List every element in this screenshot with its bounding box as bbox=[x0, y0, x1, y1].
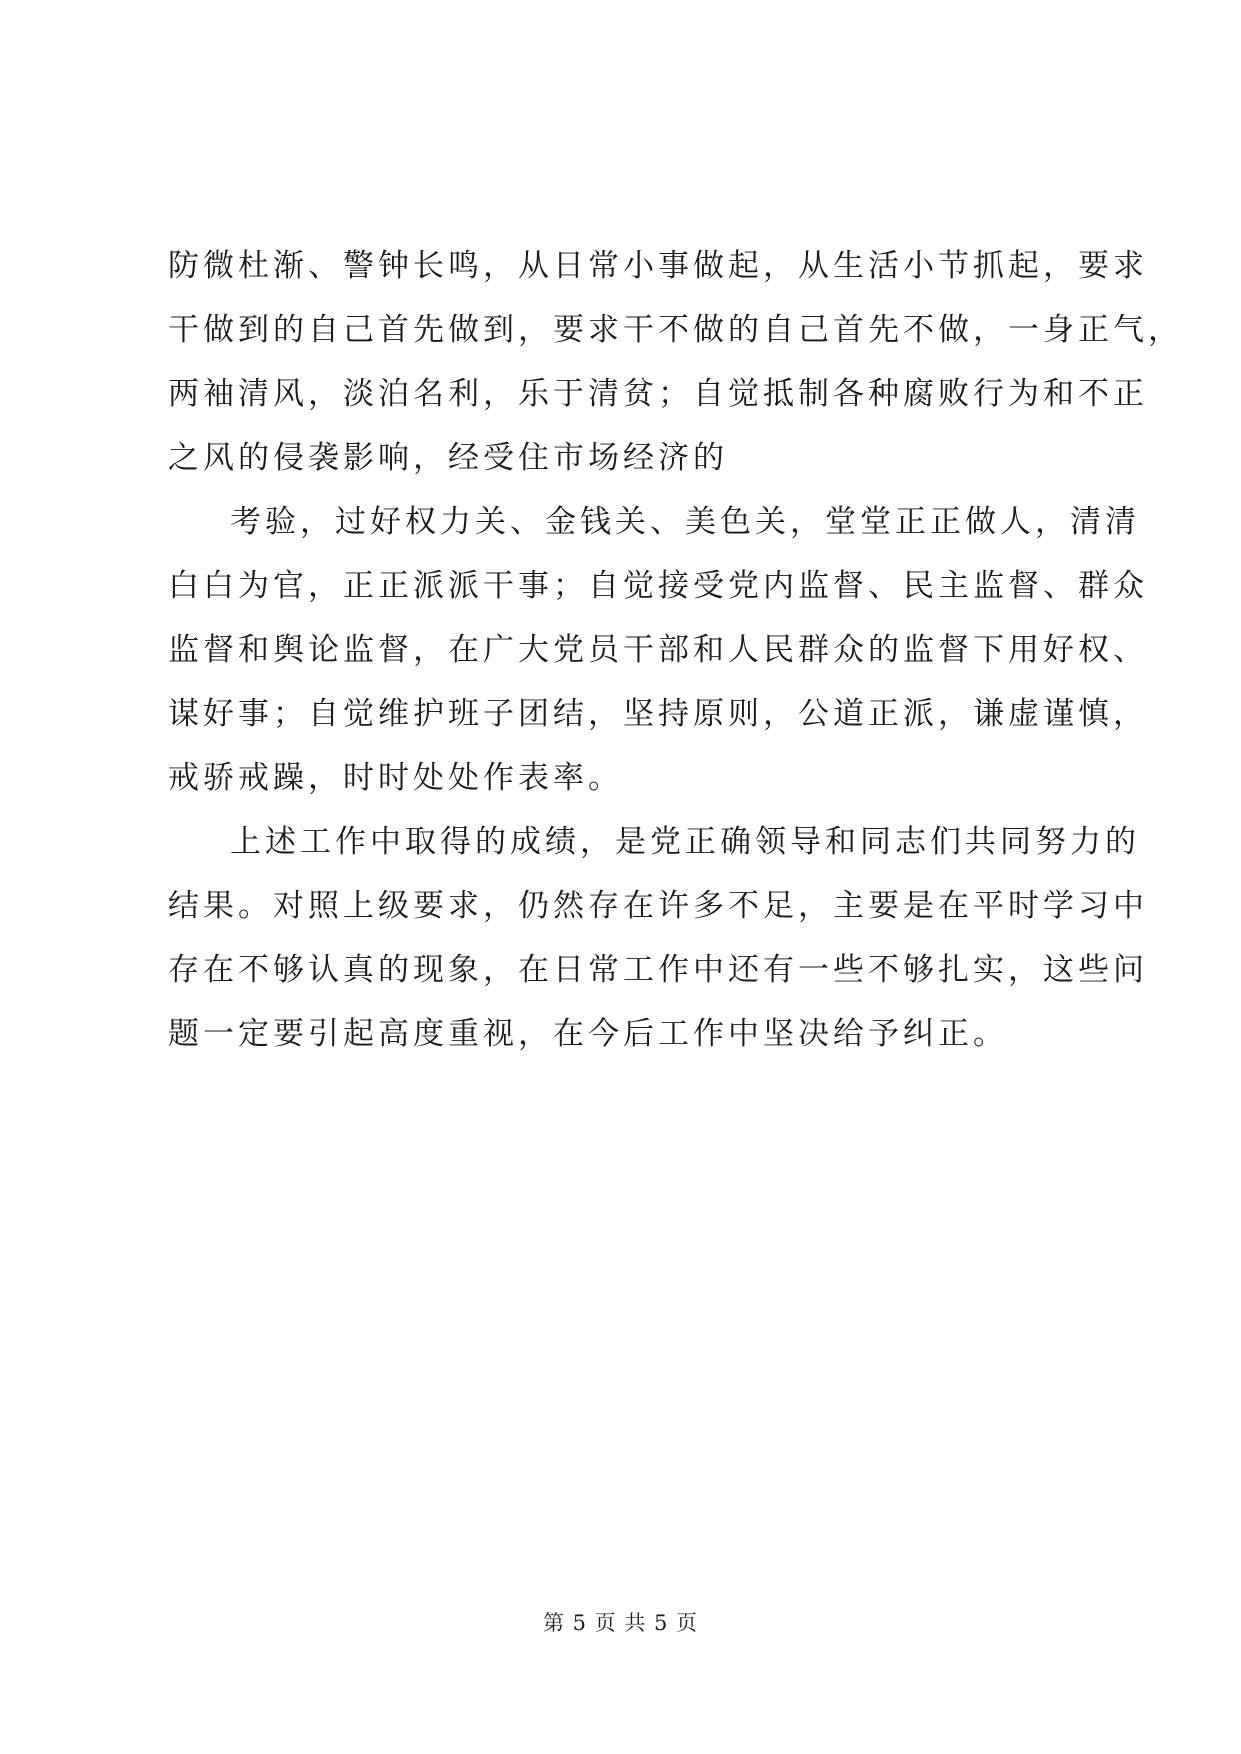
paragraph-1-line-2: 干做到的自己首先做到，要求干不做的自己首先不做，一身正气， bbox=[168, 312, 1183, 348]
paragraph-1-line-3: 两袖清风，淡泊名利，乐于清贫；自觉抵制各种腐败行为和不正 bbox=[168, 376, 1148, 412]
paragraph-3-line-1: 上述工作中取得的成绩，是党正确领导和同志们共同努力的 bbox=[230, 824, 1140, 860]
page-number-footer: 第 5 页 共 5 页 bbox=[542, 1611, 699, 1635]
paragraph-2-line-4: 谋好事；自觉维护班子团结，坚持原则，公道正派，谦虚谨慎， bbox=[168, 696, 1148, 732]
paragraph-2-line-3: 监督和舆论监督，在广大党员干部和人民群众的监督下用好权、 bbox=[168, 632, 1148, 668]
document-body bbox=[168, 234, 1183, 1066]
paragraph-2-line-2: 白白为官，正正派派干事；自觉接受党内监督、民主监督、群众 bbox=[168, 568, 1148, 604]
paragraph-3-line-4: 题一定要引起高度重视，在今后工作中坚决给予纠正。 bbox=[168, 1016, 1008, 1052]
paragraph-3-line-3: 存在不够认真的现象，在日常工作中还有一些不够扎实，这些问 bbox=[168, 952, 1148, 988]
paragraph-2-line-1: 考验，过好权力关、金钱关、美色关，堂堂正正做人，清清 bbox=[230, 504, 1140, 540]
paragraph-1-line-4: 之风的侵袭影响，经受住市场经济的 bbox=[168, 440, 728, 476]
paragraph-1-line-1: 防微杜渐、警钟长鸣，从日常小事做起，从生活小节抓起，要求 bbox=[168, 248, 1148, 284]
paragraph-3-line-2: 结果。对照上级要求，仍然存在许多不足，主要是在平时学习中 bbox=[168, 888, 1148, 924]
paragraph-2-line-5: 戒骄戒躁，时时处处作表率。 bbox=[168, 760, 623, 796]
